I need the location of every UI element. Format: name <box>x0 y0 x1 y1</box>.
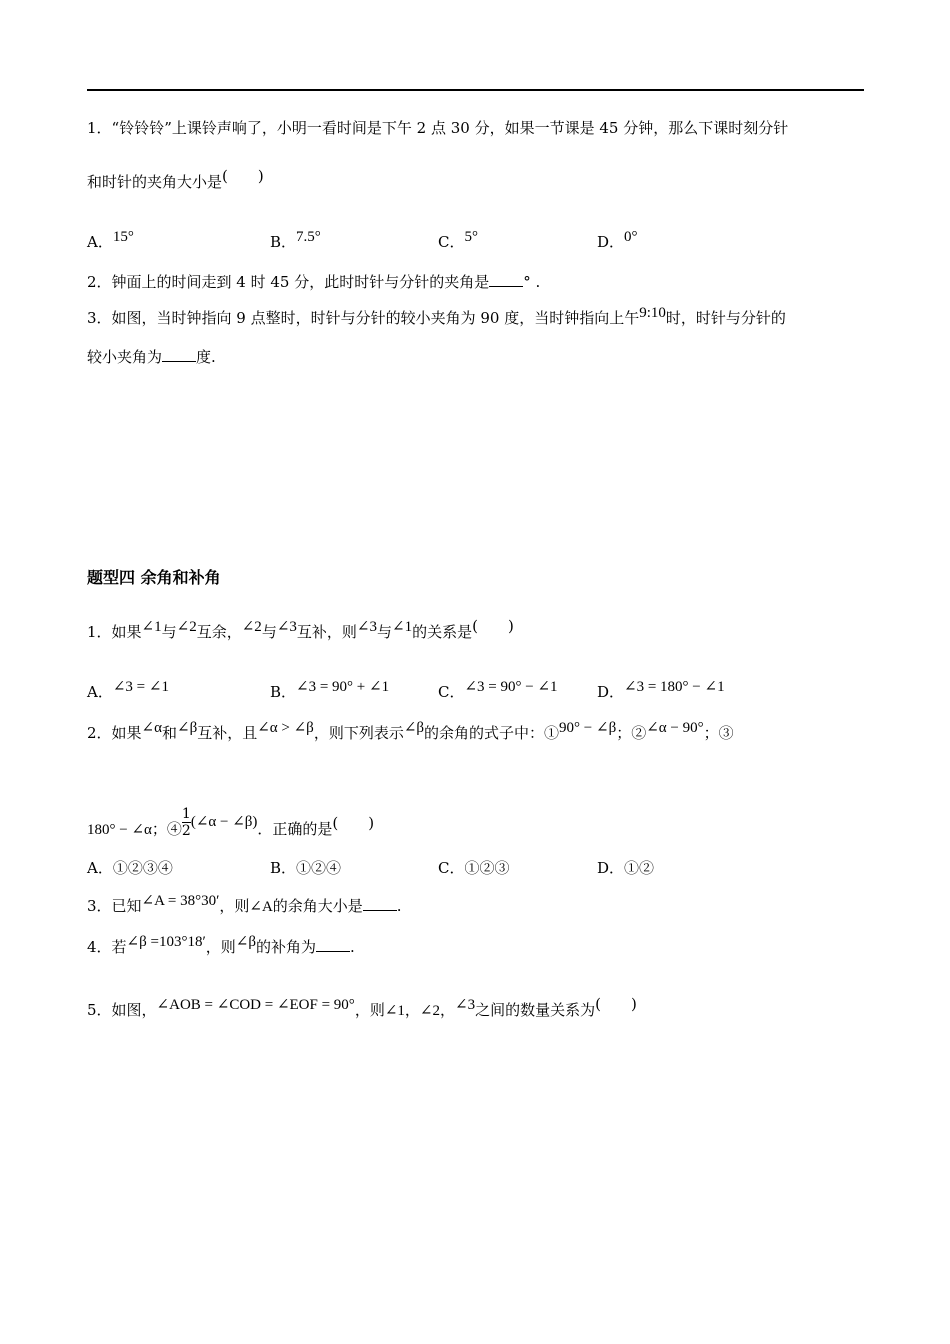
s1-q1-option-a <box>87 229 134 253</box>
s2-q2-option-a <box>87 858 173 878</box>
s2-q2-option-d <box>597 858 654 878</box>
text: 的关系是 <box>412 623 473 641</box>
fraction-denominator: 2 <box>181 822 191 839</box>
text: 之间的数量关系为 <box>475 1001 596 1019</box>
s2-q3 <box>87 893 877 917</box>
text: 与 <box>161 623 177 641</box>
s1-q1-line1: 1．“铃铃铃”上课铃声响了，小明一看时间是下午 2 点 30 分，如果一节课是 45 分钟，那么下课时刻分针 <box>87 119 789 137</box>
s1-q1-line2 <box>87 167 877 192</box>
option-letter: A． <box>87 233 113 251</box>
s1-q1-option-b <box>270 229 321 253</box>
angle-alpha: ∠α <box>141 720 162 736</box>
section-heading: 题型四 余角和补角 <box>87 568 221 587</box>
fill-blank <box>489 272 523 287</box>
s2-q4 <box>87 934 877 958</box>
angle-2: ∠2 <box>176 619 197 635</box>
angle-1: ∠1 <box>392 619 413 635</box>
expression-4: (∠α − ∠β) <box>190 814 258 830</box>
s1-q1-text: 和时针的夹角大小是 <box>87 173 223 191</box>
s2-q2-option-b <box>270 858 341 878</box>
angle-2: ∠2 <box>241 619 262 635</box>
s2-q2-line2 <box>87 805 877 846</box>
text: 与 <box>377 623 393 641</box>
expression: ∠β =103°18′ <box>126 934 206 950</box>
option-value: ①②④ <box>296 859 342 877</box>
text: 互余， <box>196 623 242 641</box>
answer-paren: ( ) <box>222 167 264 185</box>
expression-1: 90° − ∠β <box>559 720 617 736</box>
text: 互补，且 <box>197 724 258 742</box>
text: 4．若 <box>87 938 127 956</box>
option-value: ①② <box>624 859 655 877</box>
option-value: ①②③④ <box>112 859 173 877</box>
option-value: ∠3 = ∠1 <box>112 679 169 695</box>
angle-beta: ∠β <box>177 720 198 736</box>
text: 5．如图， <box>87 1001 157 1019</box>
expression-2: ∠α − 90° <box>646 720 704 736</box>
option-value: 0° <box>624 229 638 245</box>
text: . <box>396 897 402 915</box>
text: . <box>349 938 355 956</box>
option-value: ∠3 = 90° + ∠1 <box>296 679 390 695</box>
option-letter: D． <box>597 683 625 701</box>
text: 的补角为 <box>255 938 316 956</box>
option-letter: B． <box>270 859 297 877</box>
option-letter: B． <box>270 233 297 251</box>
text: 1．如果 <box>87 623 142 641</box>
s1-q3-line2 <box>87 347 877 367</box>
s2-q2-option-c <box>438 858 510 878</box>
angle-a: ∠A <box>249 899 273 915</box>
text: ，则 <box>205 938 236 956</box>
s2-q1-option-a <box>87 679 169 703</box>
text: ， <box>404 1001 420 1019</box>
text: ，则下列表示 <box>313 724 404 742</box>
angle-3: ∠3 <box>455 997 476 1013</box>
s1-q1-option-d <box>597 229 638 253</box>
option-letter: A． <box>87 683 113 701</box>
option-letter: C． <box>438 859 465 877</box>
s1-q3-text-b: 时，时针与分针的 <box>665 309 786 327</box>
option-value: ∠3 = 180° − ∠1 <box>624 679 725 695</box>
fraction-numerator: 1 <box>181 805 191 822</box>
angle-2: ∠2 <box>419 1003 440 1019</box>
angle-1: ∠1 <box>141 619 162 635</box>
option-letter: C． <box>438 233 465 251</box>
s1-q3-time: 9:10 <box>639 305 666 321</box>
fill-blank <box>162 347 196 362</box>
text: ；④ <box>151 820 182 838</box>
s1-q3-text-a: 3．如图，当时钟指向 9 点整时，时针与分针的较小夹角为 90 度，当时钟指向上午 <box>87 309 640 327</box>
text: ．正确的是 <box>257 820 333 838</box>
answer-paren: ( ) <box>332 814 375 832</box>
expression: ∠AOB = ∠COD = ∠EOF = 90° <box>156 997 355 1013</box>
expression-3: 180° − ∠α <box>87 822 152 838</box>
s1-q2-tail: ° . <box>523 273 541 291</box>
s2-q1-option-b <box>270 679 390 703</box>
fraction-half <box>182 806 191 839</box>
s1-q3-line1 <box>87 305 877 329</box>
s2-q1-option-d <box>597 679 725 703</box>
angle-beta: ∠β <box>403 720 425 736</box>
s1-q2 <box>87 272 877 292</box>
header-rule <box>87 89 864 91</box>
text: ；② <box>616 724 647 742</box>
expression: ∠A = 38°30′ <box>141 893 220 909</box>
inequality: ∠α > ∠β <box>257 720 314 736</box>
text: 3．已知 <box>87 897 142 915</box>
option-letter: B． <box>270 683 297 701</box>
angle-beta: ∠β <box>235 934 256 950</box>
text: ，则 <box>354 1001 385 1019</box>
option-value: 7.5° <box>296 229 321 245</box>
fill-blank <box>316 937 350 952</box>
s2-q1-option-c <box>438 679 558 703</box>
answer-paren: ( ) <box>595 995 637 1013</box>
text: 2．如果 <box>87 724 142 742</box>
s1-q3-text-d: 度. <box>196 348 216 366</box>
text: 的余角大小是 <box>272 897 363 915</box>
option-value: ①②③ <box>464 859 510 877</box>
answer-paren: ( ) <box>472 617 514 635</box>
s1-q1-option-c <box>438 229 478 253</box>
s1-q2-text: 2．钟面上的时间走到 4 时 45 分，此时时针与分针的夹角是 <box>87 273 490 291</box>
angle-3: ∠3 <box>276 619 297 635</box>
text: 的余角的式子中：① <box>424 724 560 742</box>
option-value: ∠3 = 90° − ∠1 <box>464 679 558 695</box>
option-value: 15° <box>112 229 134 245</box>
angle-3: ∠3 <box>356 619 377 635</box>
option-letter: D． <box>597 859 625 877</box>
option-letter: D． <box>597 233 625 251</box>
option-letter: C． <box>438 683 465 701</box>
angle-1: ∠1 <box>384 1003 405 1019</box>
s2-q5 <box>87 995 877 1021</box>
option-value: 5° <box>464 229 478 245</box>
text: 互补，则 <box>296 623 357 641</box>
text: ，则 <box>219 897 250 915</box>
fill-blank <box>363 896 397 911</box>
option-letter: A． <box>87 859 113 877</box>
text: ， <box>440 1001 456 1019</box>
text: 和 <box>161 724 177 742</box>
text: ；③ <box>703 724 734 742</box>
s2-q1 <box>87 617 877 643</box>
s1-q3-text-c: 较小夹角为 <box>87 348 163 366</box>
text: 与 <box>261 623 277 641</box>
s2-q2-line1 <box>87 720 877 744</box>
